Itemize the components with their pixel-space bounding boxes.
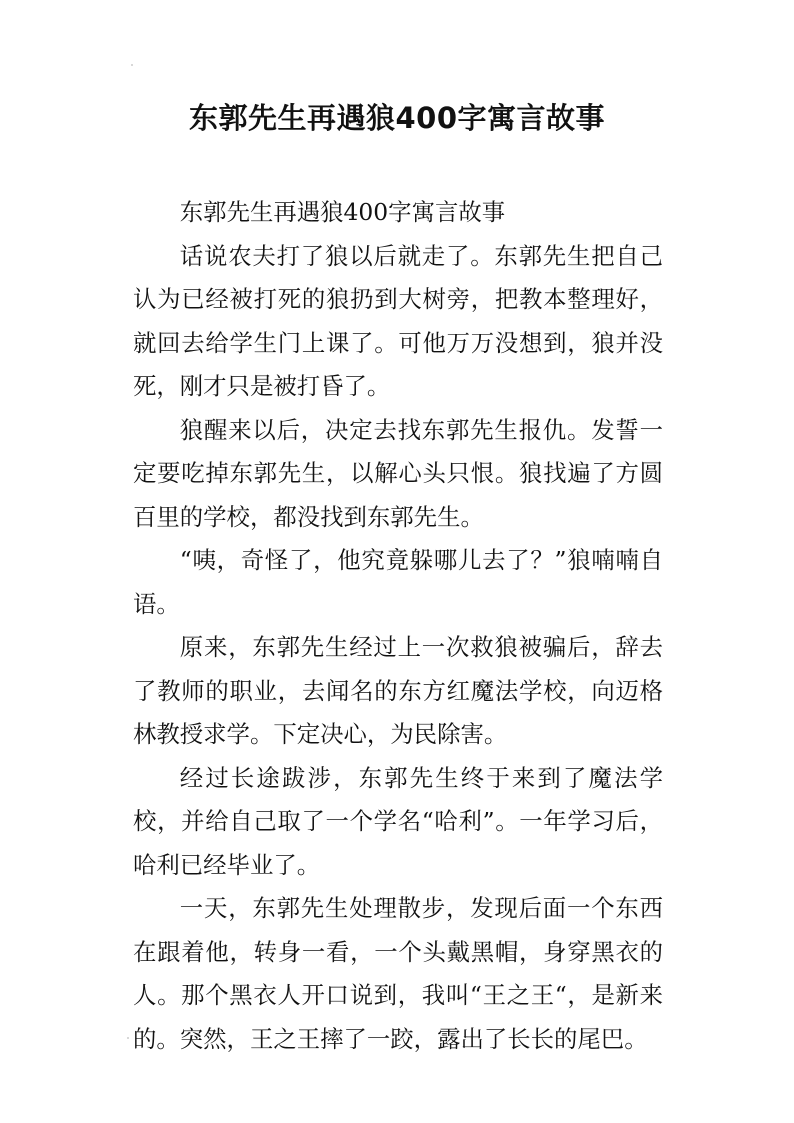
paragraph: 话说农夫打了狼以后就走了。东郭先生把自己认为已经被打死的狼扔到大树旁，把教本整理好，就回去给学生门上课了。可他万万没想到，狼并没死，刚才只是被打昏了。 xyxy=(133,241,663,400)
document-body xyxy=(133,191,663,1061)
scan-speck xyxy=(127,1037,129,1039)
paragraph: 东郭先生再遇狼400字寓言故事 xyxy=(179,198,506,226)
paragraph: 狼醒来以后，决定去找东郭先生报仇。发誓一定要吃掉东郭先生，以解心头只恨。狼找遍了方圆百里的学校，都没找到东郭先生。 xyxy=(133,415,663,531)
paragraph: 原来，东郭先生经过上一次救狼被骗后，辞去了教师的职业，去闻名的东方红魔法学校，向迈格林教授求学。下定决心，为民除害。 xyxy=(133,633,663,748)
paragraph: 经过长途跋涉，东郭先生终于来到了魔法学校，并给自己取了一个学名“哈利”。一年学习后，哈利已经毕业了。 xyxy=(133,763,663,879)
scan-speck xyxy=(131,64,133,66)
document-title: 东郭先生再遇狼400字寓言故事 xyxy=(188,101,606,135)
paragraph: 一天，东郭先生处理散步，发现后面一个东西在跟着他，转身一看，一个头戴黑帽，身穿黑衣的人。那个黑衣人开口说到，我叫“王之王“，是新来的。突然，王之王摔了一跤，露出了长长的尾巴。 xyxy=(133,894,663,1053)
paragraph: “咦，奇怪了，他究竟躲哪儿去了？”狼喃喃自语。 xyxy=(133,546,663,618)
